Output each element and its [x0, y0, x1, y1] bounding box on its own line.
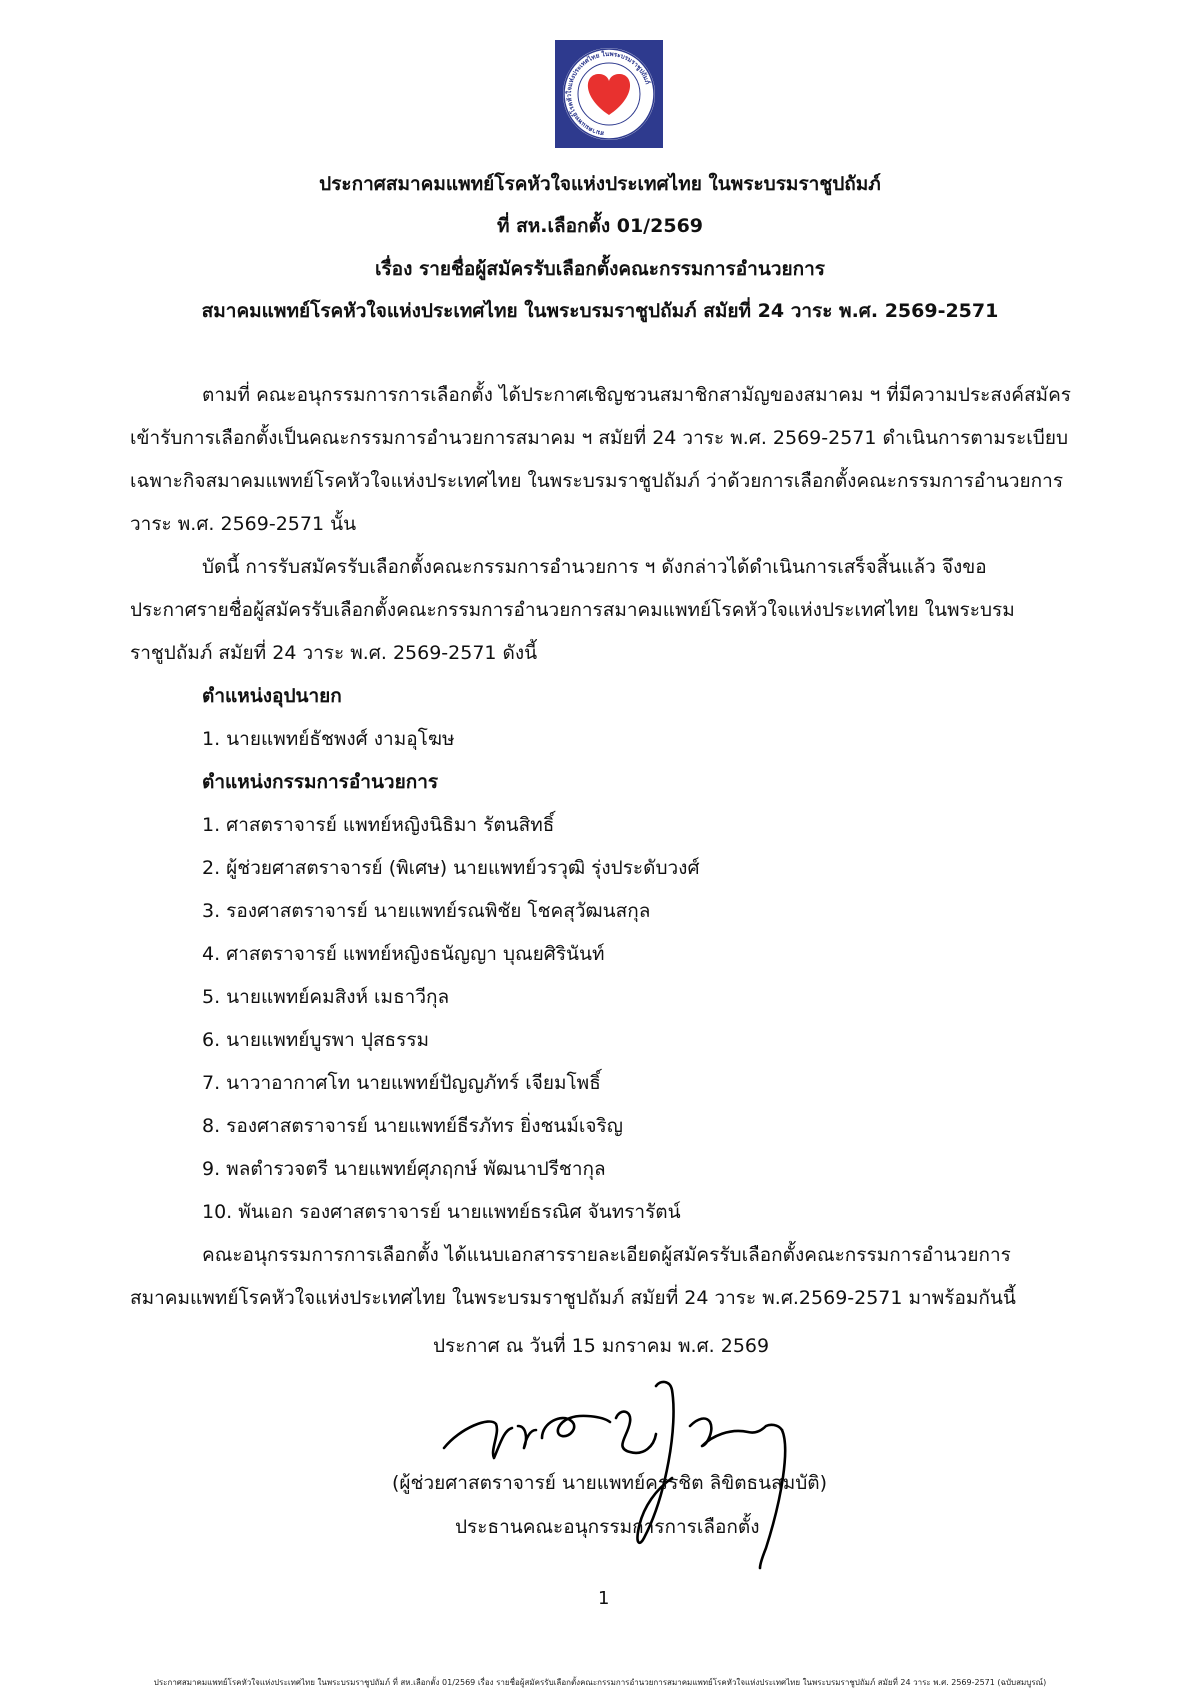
announcement-subject: เรื่อง รายชื่อผู้สมัครรับเลือกตั้งคณะกรรมการอำนวยการ — [374, 258, 826, 280]
signatory-position: ประธานคณะอนุกรรมการการเลือกตั้ง — [455, 1516, 760, 1538]
committee-candidate: 5. นายแพทย์คมสิงห์ เมธาวีกุล — [202, 986, 450, 1008]
paragraph-3-line: สมาคมแพทย์โรคหัวใจแห่งประเทศไทย ในพระบรมราชูปถัมภ์ สมัยที่ 24 วาระ พ.ศ.2569-2571 มาพร้อมกันนี้ — [130, 1287, 1016, 1309]
committee-candidate: 4. ศาสตราจารย์ แพทย์หญิงธนัญญา บุณยศิรินันท์ — [202, 943, 605, 965]
paragraph-1-line: วาระ พ.ศ. 2569-2571 นั้น — [130, 513, 357, 535]
paragraph-1-line: เข้ารับการเลือกตั้งเป็นคณะกรรมการอำนวยการสมาคม ฯ สมัยที่ 24 วาระ พ.ศ. 2569-2571 ดำเนินการตามระเบียบ — [130, 427, 1069, 449]
paragraph-1-line: ตามที่ คณะอนุกรรมการการเลือกตั้ง ได้ประกาศเชิญชวนสมาชิกสามัญของสมาคม ฯ ที่มีความประสงค์สมัคร — [202, 384, 1071, 406]
committee-candidate: 7. นาวาอากาศโท นายแพทย์ปัญญภัทร์ เจียมโพธิ์ — [202, 1072, 601, 1094]
committee-candidate: 9. พลตำรวจตรี นายแพทย์ศุภฤกษ์ พัฒนาปรีชากุล — [202, 1158, 606, 1180]
paragraph-1-line: เฉพาะกิจสมาคมแพทย์โรคหัวใจแห่งประเทศไทย ในพระบรมราชูปถัมภ์ ว่าด้วยการเลือกตั้งคณะกรรมการอำนวยการ — [130, 470, 1064, 492]
announcement-date: ประกาศ ณ วันที่ 15 มกราคม พ.ศ. 2569 — [433, 1335, 770, 1357]
association-logo — [555, 40, 663, 148]
committee-title: ตำแหน่งกรรมการอำนวยการ — [202, 771, 439, 793]
committee-candidate: 6. นายแพทย์บูรพา ปุสธรรม — [202, 1029, 430, 1051]
document-footer: ประกาศสมาคมแพทย์โรคหัวใจแห่งประเทศไทย ในพระบรมราชูปถัมภ์ ที่ สห.เลือกตั้ง 01/2569 เรื่อง รายชื่อผู้สมัครรับเลือกตั้งคณะกรรมการอำนวยการสมาคมแพทย์โรคหัวใจแห่งประเทศไทย ในพระบรมราชูปถัมภ์ สมัยที่ 24 วาระ พ.ศ. 2569-2571 (ฉบับสมบูรณ์) — [153, 1678, 1047, 1687]
committee-candidate: 2. ผู้ช่วยศาสตราจารย์ (พิเศษ) นายแพทย์วรวุฒิ รุ่งประดับวงศ์ — [202, 857, 700, 879]
announcement-heading: ประกาศสมาคมแพทย์โรคหัวใจแห่งประเทศไทย ในพระบรมราชูปถัมภ์ — [319, 173, 881, 195]
paragraph-3-line: คณะอนุกรรมการการเลือกตั้ง ได้แนบเอกสารรายละเอียดผู้สมัครรับเลือกตั้งคณะกรรมการอำนวยการ — [202, 1244, 1011, 1266]
signatory-name: (ผู้ช่วยศาสตราจารย์ นายแพทย์ครรชิต ลิขิตธนสมบัติ) — [392, 1472, 828, 1494]
paragraph-2-line: ประกาศรายชื่อผู้สมัครรับเลือกตั้งคณะกรรมการอำนวยการสมาคมแพทย์โรคหัวใจแห่งประเทศไทย ในพระบรม — [130, 599, 1015, 621]
paragraph-2-line: บัดนี้ การรับสมัครรับเลือกตั้งคณะกรรมการอำนวยการ ฯ ดังกล่าวได้ดำเนินการเสร็จสิ้นแล้ว จึงขอ — [202, 556, 987, 578]
vice-president-title: ตำแหน่งอุปนายก — [202, 685, 342, 707]
heart-seal-icon — [560, 45, 658, 143]
svg-text:สมาคมแพทย์โรคหัวใจแห่งประเทศไท: สมาคมแพทย์โรคหัวใจแห่งประเทศไทย ในพระบรมราชูปถัมภ์ — [566, 50, 651, 137]
vice-president-candidate: 1. นายแพทย์ธัชพงศ์ งามอุโฆษ — [202, 728, 455, 750]
page-number: 1 — [598, 1588, 610, 1609]
announcement-subject-continued: สมาคมแพทย์โรคหัวใจแห่งประเทศไทย ในพระบรมราชูปถัมภ์ สมัยที่ 24 วาระ พ.ศ. 2569-2571 — [201, 300, 999, 322]
paragraph-2-line: ราชูปถัมภ์ สมัยที่ 24 วาระ พ.ศ. 2569-2571 ดังนี้ — [130, 642, 538, 664]
committee-candidate: 3. รองศาสตราจารย์ นายแพทย์รณพิชัย โชคสุวัฒนสกุล — [202, 900, 651, 922]
committee-candidate: 1. ศาสตราจารย์ แพทย์หญิงนิธิมา รัตนสิทธิ์ — [202, 814, 555, 836]
committee-candidate: 10. พันเอก รองศาสตราจารย์ นายแพทย์ธรณิศ จันทรารัตน์ — [202, 1201, 681, 1223]
announcement-number: ที่ สห.เลือกตั้ง 01/2569 — [496, 215, 704, 237]
committee-candidate: 8. รองศาสตราจารย์ นายแพทย์ธีรภัทร ยิ่งชนม์เจริญ — [202, 1115, 623, 1137]
